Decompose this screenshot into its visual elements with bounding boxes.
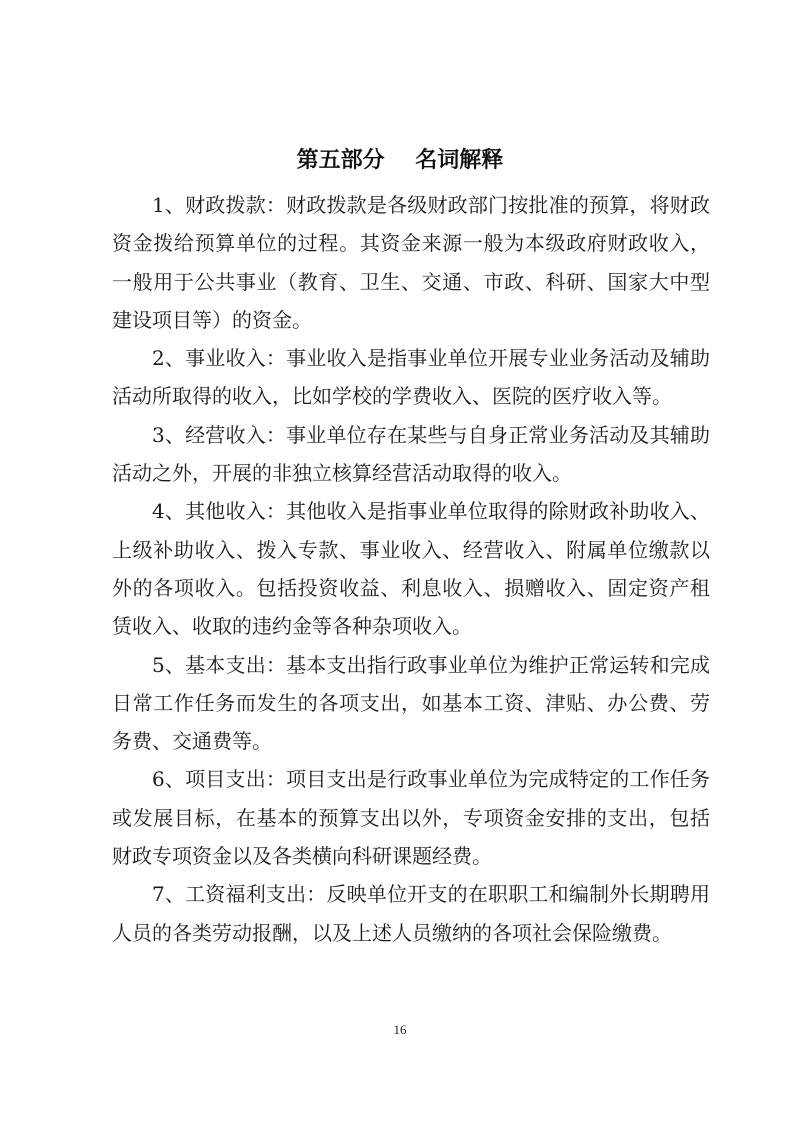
glossary-item-basic-expenditure: 5、基本支出：基本支出指行政事业单位为维护正常运转和完成日常工作任务而发生的各项支出，如基本工资、津贴、办公费、劳务费、交通费等。	[112, 652, 710, 754]
glossary-item-project-expenditure: 6、项目支出：项目支出是行政事业单位为完成特定的工作任务或发展目标，在基本的预算支出以外，专项资金安排的支出，包括财政专项资金以及各类横向科研课题经费。	[112, 767, 710, 869]
page-title: 第五部分 名词解释	[296, 148, 504, 173]
page-number: 16	[393, 1022, 407, 1037]
glossary-item-operating-revenue: 3、经营收入：事业单位存在某些与自身正常业务活动及其辅助活动之外，开展的非独立核算经营活动取得的收入。	[112, 422, 710, 486]
glossary-item-fiscal-appropriation: 1、财政拨款：财政拨款是各级财政部门按批准的预算，将财政资金拨给预算单位的过程。其资金来源一般为本级政府财政收入，一般用于公共事业（教育、卫生、交通、市政、科研、国家大中型建设项目等）的资金。	[112, 193, 710, 332]
glossary-item-other-revenue: 4、其他收入：其他收入是指事业单位取得的除财政补助收入、上级补助收入、拨入专款、事业收入、经营收入、附属单位缴款以外的各项收入。包括投资收益、利息收入、损赠收入、固定资产租赁收入、收取的违约金等各种杂项收入。	[112, 499, 710, 639]
glossary-item-wage-welfare-expenditure: 7、工资福利支出：反映单位开支的在职职工和编制外长期聘用人员的各类劳动报酬，以及上述人员缴纳的各项社会保险缴费。	[112, 882, 710, 945]
glossary-body	[112, 186, 710, 952]
glossary-item-business-revenue: 2、事业收入：事业收入是指事业单位开展专业业务活动及辅助活动所取得的收入，比如学校的学费收入、医院的医疗收入等。	[112, 346, 710, 409]
